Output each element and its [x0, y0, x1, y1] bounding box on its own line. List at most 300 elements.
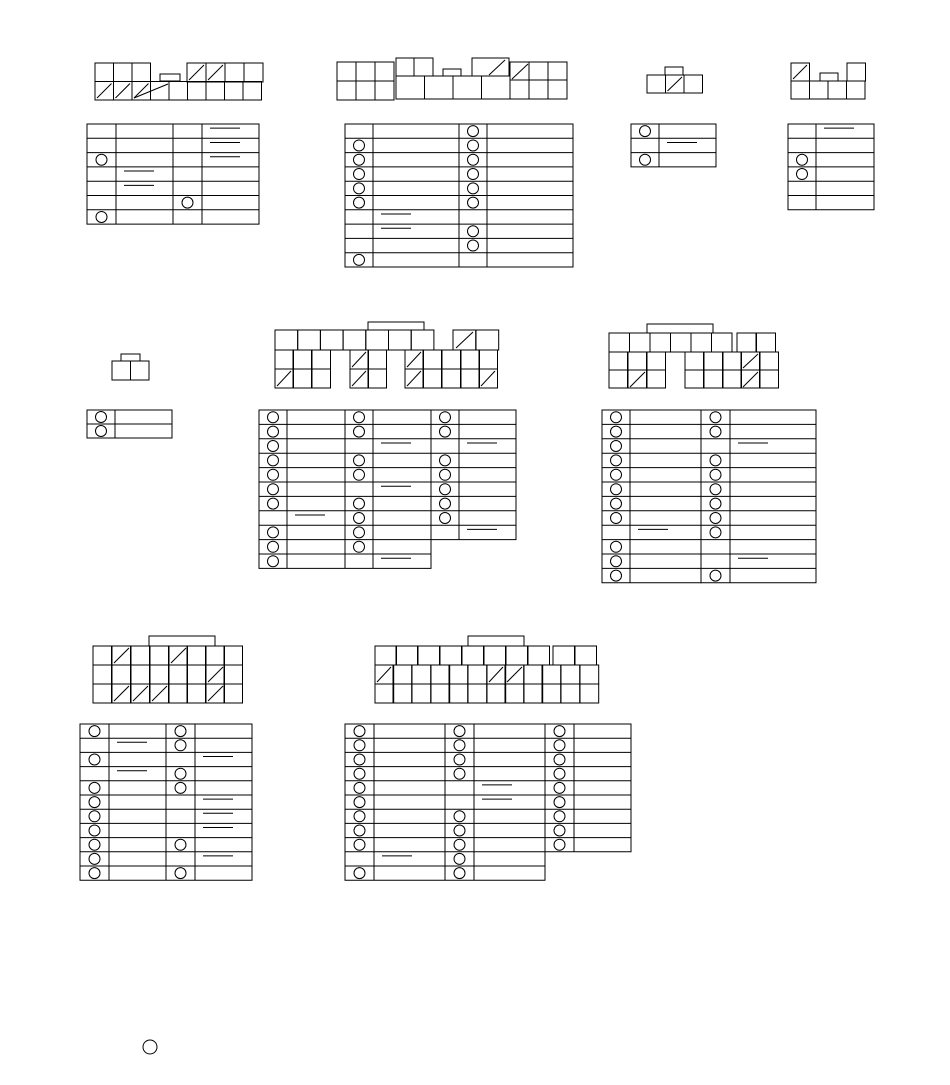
pin-circle-mark — [640, 154, 651, 165]
face-cell-slash — [208, 686, 223, 701]
face-cell — [561, 684, 580, 703]
pin-circle-mark — [354, 183, 365, 194]
face-cell — [650, 333, 671, 352]
face-cell — [368, 369, 387, 388]
pin-circle-mark — [611, 426, 622, 437]
pin-circle-mark — [611, 484, 622, 495]
face-cell — [320, 330, 343, 350]
lock-tab — [160, 74, 180, 81]
pin-circle-mark — [554, 825, 565, 836]
face-cell — [169, 684, 188, 703]
face-cell — [847, 63, 866, 81]
face-cell-slash — [97, 84, 112, 99]
pin-circle-mark — [354, 498, 365, 509]
face-cell — [580, 684, 599, 703]
face-cell — [440, 646, 462, 665]
face-cell-slash — [407, 371, 421, 386]
face-cell — [484, 646, 506, 665]
pin-circle-mark — [89, 754, 100, 765]
pin-circle-mark — [440, 455, 451, 466]
face-cell — [449, 684, 468, 703]
face-cell — [244, 63, 263, 82]
pin-circle-mark — [710, 527, 721, 538]
face-cell — [375, 684, 394, 703]
face-cell-slash — [377, 667, 391, 682]
pin-circle-mark — [454, 868, 465, 879]
face-cell — [243, 82, 262, 101]
pin-table-1 — [87, 124, 259, 224]
face-cell — [756, 333, 776, 352]
lock-tab — [647, 324, 713, 333]
pin-circle-mark — [468, 126, 479, 137]
lock-tab — [468, 636, 524, 646]
face-cell-slash — [407, 352, 421, 367]
face-cell-slash — [352, 371, 366, 386]
pin-circle-mark — [454, 853, 465, 864]
pin-circle-mark — [468, 197, 479, 208]
connector-face-7 — [609, 324, 779, 388]
face-cell-slash — [743, 354, 758, 368]
pin-circle-mark — [175, 726, 186, 737]
face-cell — [442, 350, 461, 369]
face-cell — [187, 665, 206, 684]
face-cell — [684, 75, 703, 93]
lock-tab — [121, 354, 140, 361]
face-cell — [461, 369, 480, 388]
face-cell — [337, 81, 356, 100]
pin-circle-mark — [175, 768, 186, 779]
face-cell — [423, 369, 442, 388]
face-cell — [293, 350, 312, 369]
pin-table-3 — [631, 124, 716, 167]
pin-circle-mark — [354, 754, 365, 765]
face-cell — [685, 370, 704, 388]
pin-circle-mark — [89, 782, 100, 793]
pin-circle-mark — [611, 469, 622, 480]
pin-circle-mark — [440, 469, 451, 480]
face-cell — [298, 330, 321, 350]
face-cell — [704, 352, 723, 370]
face-cell-slash — [489, 60, 505, 75]
connector-face-5 — [112, 354, 149, 380]
pin-table-border — [431, 410, 516, 540]
face-cell-slash — [668, 77, 683, 91]
face-cell-slash — [114, 686, 129, 701]
face-cell — [487, 684, 506, 703]
pin-circle-mark — [268, 441, 279, 452]
face-cell — [93, 646, 112, 665]
pin-circle-mark — [468, 226, 479, 237]
face-cell — [691, 333, 712, 352]
face-cell — [224, 665, 243, 684]
pin-table-2 — [345, 124, 573, 267]
face-cell — [575, 646, 597, 665]
face-cell-slash — [352, 352, 366, 367]
face-cell — [580, 665, 599, 684]
face-cell-slash — [152, 686, 167, 701]
pin-circle-mark — [268, 527, 279, 538]
face-cell — [131, 361, 150, 380]
face-cell — [524, 684, 543, 703]
face-cell — [225, 82, 244, 101]
face-cell — [442, 369, 461, 388]
pin-circle-mark — [468, 140, 479, 151]
face-cell — [847, 81, 866, 99]
pin-circle-mark — [440, 513, 451, 524]
pin-circle-mark — [440, 412, 451, 423]
pin-circle-mark — [554, 782, 565, 793]
face-cell — [343, 330, 366, 350]
face-cell — [609, 370, 628, 388]
face-cell-slash — [743, 372, 758, 387]
pin-circle-mark — [554, 754, 565, 765]
face-cell — [630, 333, 651, 352]
pin-circle-mark — [268, 455, 279, 466]
pin-table-8 — [80, 724, 252, 880]
face-cell — [553, 646, 575, 665]
pin-circle-mark — [354, 154, 365, 165]
face-cell-slash — [208, 667, 223, 682]
pin-circle-mark — [354, 825, 365, 836]
face-cell-slash — [133, 686, 148, 701]
face-cell — [132, 63, 151, 82]
face-cell — [423, 350, 442, 369]
pin-table-7b — [701, 410, 816, 583]
face-cell — [609, 333, 630, 352]
face-cell — [187, 646, 206, 665]
face-cell — [505, 684, 524, 703]
pin-circle-mark — [611, 412, 622, 423]
legend — [143, 1040, 157, 1054]
pin-table-6b — [431, 410, 516, 540]
lock-tab — [443, 69, 461, 76]
face-cell-slash — [630, 372, 645, 387]
face-cell — [468, 684, 487, 703]
face-cell — [548, 80, 567, 99]
lock-tab — [665, 67, 683, 75]
pin-circle-mark — [354, 455, 365, 466]
pin-table-5 — [87, 410, 172, 438]
pin-circle-mark — [454, 839, 465, 850]
connector-face-2b — [396, 58, 567, 99]
pin-circle-mark — [89, 839, 100, 850]
face-cell — [293, 369, 312, 388]
connector-face-4-top — [791, 63, 866, 81]
pin-table-4 — [788, 124, 874, 210]
pin-circle-mark — [611, 498, 622, 509]
face-cell — [510, 62, 529, 80]
pin-circle-mark — [96, 426, 107, 437]
connector-face-2a — [337, 62, 394, 100]
face-cell — [366, 330, 389, 350]
pin-circle-mark — [354, 740, 365, 751]
face-cell — [810, 81, 829, 99]
pin-circle-mark — [354, 797, 365, 808]
pin-circle-mark — [710, 469, 721, 480]
pin-circle-mark — [354, 254, 365, 265]
pin-circle-mark — [454, 825, 465, 836]
pin-circle-mark — [354, 140, 365, 151]
pin-circle-mark — [454, 811, 465, 822]
connector-face-3 — [647, 67, 703, 93]
face-cell — [224, 646, 243, 665]
face-cell-slash — [116, 84, 131, 99]
face-cell — [647, 352, 666, 370]
face-cell — [356, 81, 375, 100]
face-cell — [461, 350, 480, 369]
face-cell — [150, 665, 169, 684]
face-cell-slash — [189, 65, 204, 80]
face-cell — [628, 352, 647, 370]
face-cell — [647, 370, 666, 388]
face-cell — [506, 646, 528, 665]
pin-circle-mark — [354, 868, 365, 879]
face-cell-slash — [114, 648, 129, 663]
pin-circle-mark — [454, 740, 465, 751]
pin-circle-mark — [468, 154, 479, 165]
pin-circle-mark — [175, 782, 186, 793]
pin-circle-mark — [268, 469, 279, 480]
face-cell-slash — [134, 84, 149, 99]
face-cell — [431, 684, 450, 703]
connector-faces — [93, 58, 866, 703]
face-cell — [169, 665, 188, 684]
pin-circle-mark — [354, 469, 365, 480]
pin-circle-mark — [354, 426, 365, 437]
face-cell — [337, 62, 356, 81]
face-cell — [396, 646, 418, 665]
pin-table-7a — [602, 410, 701, 583]
pin-circle-mark — [89, 726, 100, 737]
pin-circle-mark — [268, 484, 279, 495]
pin-circle-mark — [354, 811, 365, 822]
face-cell-slash — [208, 65, 223, 80]
pin-circle-mark — [440, 426, 451, 437]
pin-circle-mark — [611, 513, 622, 524]
pin-circle-mark — [354, 839, 365, 850]
pin-circle-mark — [554, 839, 565, 850]
face-cell — [368, 350, 387, 369]
face-cell — [561, 665, 580, 684]
face-cell — [712, 333, 733, 352]
pin-circle-mark — [611, 455, 622, 466]
pin-circle-mark — [797, 169, 808, 180]
pin-circle-mark — [640, 126, 651, 137]
face-cell — [375, 646, 397, 665]
face-cell — [476, 330, 499, 350]
face-cell — [510, 80, 529, 99]
face-cell — [760, 370, 779, 388]
face-cell — [542, 665, 561, 684]
face-cell — [431, 665, 450, 684]
pin-circle-mark — [454, 726, 465, 737]
face-cell — [529, 80, 548, 99]
pin-circle-mark — [554, 797, 565, 808]
face-cell — [206, 646, 225, 665]
face-cell — [275, 350, 294, 369]
face-cell — [131, 665, 150, 684]
pin-circle-mark — [454, 754, 465, 765]
face-cell-slash — [277, 371, 291, 386]
pin-circle-mark — [354, 541, 365, 552]
pin-table-9b — [545, 724, 631, 852]
face-cell — [131, 646, 150, 665]
pin-table-9a — [345, 724, 545, 880]
face-cell — [393, 665, 412, 684]
pin-circle-mark — [175, 740, 186, 751]
pin-circle-mark — [554, 768, 565, 779]
face-cell — [93, 665, 112, 684]
pin-circle-mark — [611, 541, 622, 552]
face-cell — [112, 665, 131, 684]
face-cell — [791, 81, 810, 99]
pin-circle-mark — [710, 455, 721, 466]
pin-circle-mark — [96, 412, 107, 423]
face-cell — [95, 63, 114, 82]
face-cell — [479, 350, 498, 369]
pin-circle-mark — [468, 169, 479, 180]
pin-circle-mark — [354, 768, 365, 779]
face-cell — [542, 684, 561, 703]
pin-circle-mark — [354, 513, 365, 524]
face-cell — [760, 352, 779, 370]
face-cell — [93, 684, 112, 703]
pin-circle-mark — [710, 426, 721, 437]
lock-tab — [368, 322, 424, 330]
face-cell — [375, 81, 394, 100]
face-cell — [312, 369, 331, 388]
face-cell — [647, 75, 666, 93]
face-cell-slash — [171, 648, 186, 663]
face-cell-slash — [512, 64, 528, 79]
face-cell — [529, 62, 548, 80]
pin-circle-mark — [268, 541, 279, 552]
face-cell-slash — [507, 667, 522, 682]
pin-circle-mark — [710, 484, 721, 495]
pin-circle-mark — [354, 782, 365, 793]
face-cell-slash — [489, 667, 503, 682]
pin-circle-mark — [96, 211, 107, 222]
face-cell — [548, 62, 567, 80]
face-cell — [114, 63, 133, 82]
pin-circle-mark — [354, 197, 365, 208]
pin-tables — [80, 124, 874, 880]
pin-circle-mark — [468, 183, 479, 194]
pin-circle-mark — [710, 513, 721, 524]
face-cell — [312, 350, 331, 369]
face-cell — [356, 62, 375, 81]
face-cell — [389, 330, 412, 350]
pin-circle-mark — [96, 154, 107, 165]
pin-circle-mark — [182, 197, 193, 208]
lock-tab — [820, 73, 838, 81]
pin-circle-mark — [268, 412, 279, 423]
face-cell — [169, 82, 188, 101]
pin-circle-mark — [89, 797, 100, 808]
connector-face-4 — [791, 73, 865, 99]
face-cell — [828, 81, 847, 99]
connector-face-9 — [375, 636, 599, 703]
face-cell — [412, 665, 431, 684]
face-cell — [393, 684, 412, 703]
face-cell — [187, 684, 206, 703]
face-cell — [150, 646, 169, 665]
pin-table-border — [631, 124, 716, 167]
pin-circle-mark — [268, 498, 279, 509]
pin-circle-mark — [611, 570, 622, 581]
pin-circle-mark — [454, 768, 465, 779]
pin-circle-mark — [468, 240, 479, 251]
pin-circle-mark — [710, 412, 721, 423]
face-cell — [418, 646, 440, 665]
face-cell — [275, 330, 298, 350]
face-cell — [462, 646, 484, 665]
face-cell — [412, 684, 431, 703]
face-cell — [224, 684, 243, 703]
pin-circle-mark — [175, 839, 186, 850]
face-cell — [188, 82, 207, 101]
pin-circle-mark — [354, 412, 365, 423]
pin-circle-mark — [611, 441, 622, 452]
face-cell-slash — [793, 65, 807, 79]
face-cell — [723, 370, 742, 388]
lock-tab — [149, 636, 215, 646]
connector-face-8 — [93, 636, 243, 703]
pin-circle-mark — [89, 868, 100, 879]
pin-circle-mark — [89, 825, 100, 836]
connector-face-6 — [275, 322, 499, 388]
pin-circle-mark — [354, 169, 365, 180]
connector-face-1-right — [134, 63, 263, 98]
face-cell — [671, 333, 692, 352]
pin-circle-mark — [175, 868, 186, 879]
face-cell — [685, 352, 704, 370]
face-cell — [225, 63, 244, 82]
pin-table-6a — [259, 410, 431, 568]
pin-circle-mark — [710, 570, 721, 581]
face-cell — [375, 62, 394, 81]
pin-circle-mark — [268, 556, 279, 567]
pin-circle-mark — [611, 556, 622, 567]
pin-table-border — [545, 724, 631, 852]
pin-circle-mark — [268, 426, 279, 437]
face-cell — [468, 665, 487, 684]
face-cell — [411, 330, 434, 350]
pin-circle-mark — [440, 484, 451, 495]
pin-circle-mark — [354, 726, 365, 737]
face-cell — [723, 352, 742, 370]
pin-circle-mark — [354, 527, 365, 538]
face-cell — [524, 665, 543, 684]
pin-circle-mark — [89, 853, 100, 864]
face-cell-slash — [481, 371, 495, 386]
pin-circle-mark — [554, 740, 565, 751]
pin-circle-mark — [440, 498, 451, 509]
face-cell — [449, 665, 468, 684]
pin-circle-mark — [554, 726, 565, 737]
pin-circle-mark — [710, 498, 721, 509]
face-cell — [737, 333, 757, 352]
face-cell — [206, 82, 225, 101]
legend-circle-icon — [143, 1040, 157, 1054]
pin-circle-mark — [797, 154, 808, 165]
face-cell — [609, 352, 628, 370]
face-cell-slash — [456, 332, 473, 348]
face-cell — [528, 646, 550, 665]
pin-circle-mark — [89, 811, 100, 822]
face-cell — [112, 361, 131, 380]
face-cell — [704, 370, 723, 388]
